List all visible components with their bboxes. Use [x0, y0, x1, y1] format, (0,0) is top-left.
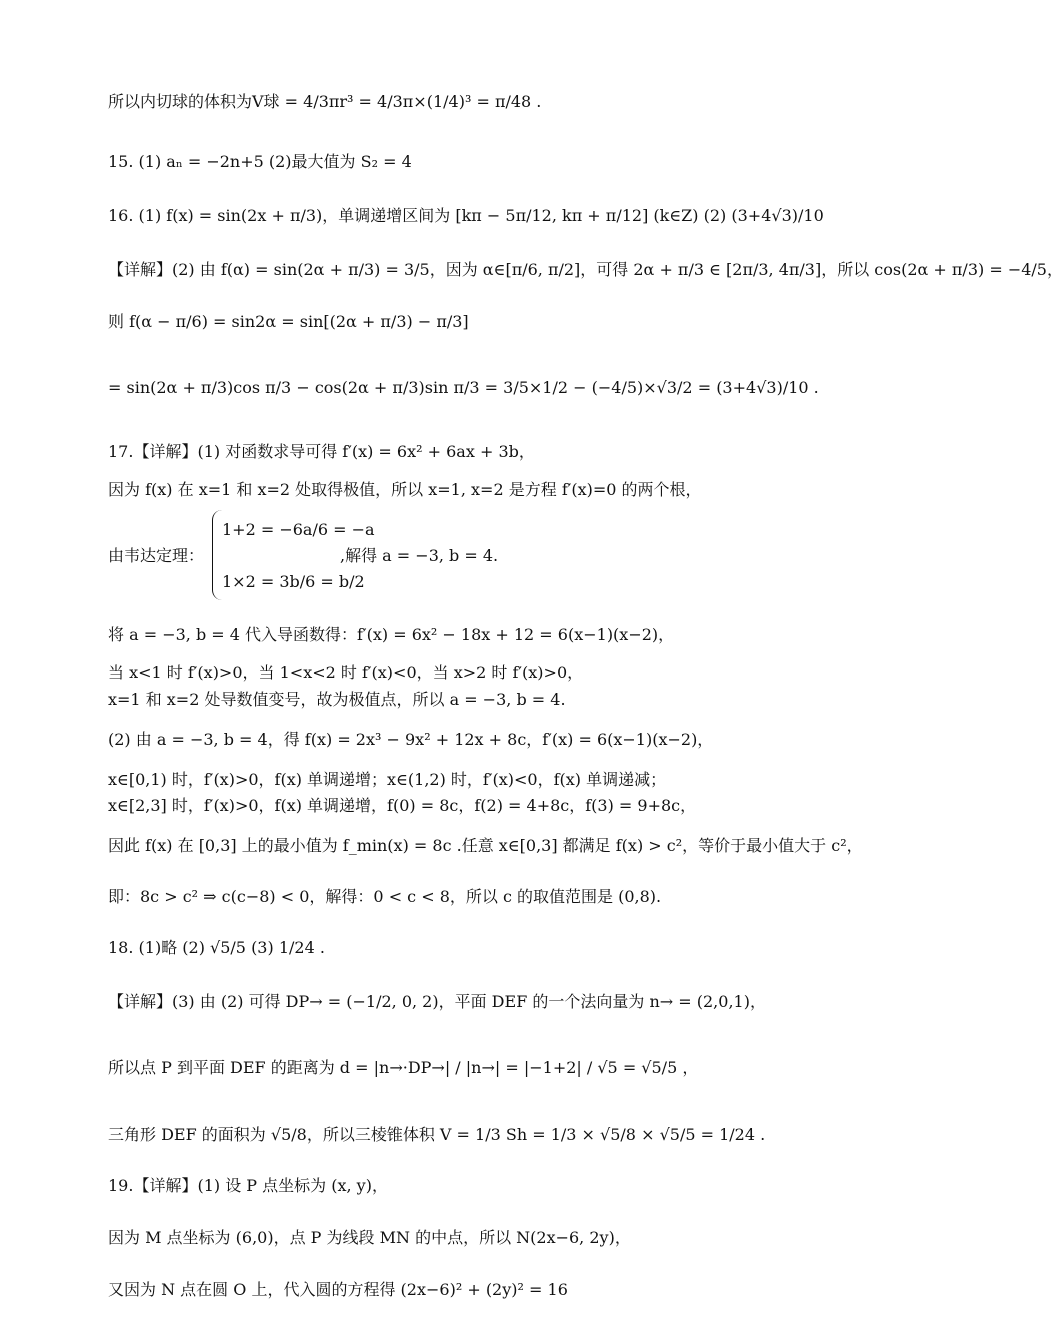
- text-line: x∈[0,1) 时，f′(x)>0，f(x) 单调递增；x∈(1,2) 时，f′(x)<0，f(x) 单调递减；: [108, 770, 667, 789]
- text-line: 因为 f(x) 在 x=1 和 x=2 处取得极值，所以 x=1, x=2 是方程 f′(x)=0 的两个根，: [108, 480, 702, 499]
- text-line: 因此 f(x) 在 [0,3] 上的最小值为 f_min(x) = 8c .任意 x∈[0,3] 都满足 f(x) > c²，等价于最小值大于 c²，: [108, 836, 863, 855]
- text-line: ,解得 a = −3, b = 4.: [340, 546, 499, 565]
- text-line: 将 a = −3, b = 4 代入导函数得：f′(x) = 6x² − 18x + 12 = 6(x−1)(x−2)，: [108, 625, 675, 644]
- text-line: x∈[2,3] 时，f′(x)>0，f(x) 单调递增，f(0) = 8c，f(2) = 4+8c，f(3) = 9+8c，: [108, 796, 697, 815]
- equation-line: 1×2 = 3b/6 = b/2: [222, 572, 365, 591]
- text-line: 17.【详解】(1) 对函数求导可得 f′(x) = 6x² + 6ax + 3b，: [108, 442, 535, 461]
- text-line: 18. (1)略 (2) √5/5 (3) 1/24 .: [108, 938, 325, 957]
- text-line: 因为 M 点坐标为 (6,0)，点 P 为线段 MN 的中点，所以 N(2x−6, 2y)，: [108, 1228, 631, 1247]
- text-line: x=1 和 x=2 处导数值变号，故为极值点，所以 a = −3, b = 4.: [108, 690, 566, 709]
- text-line: 则 f(α − π/6) = sin2α = sin[(2α + π/3) − π/3]: [108, 312, 469, 331]
- text-line: 【详解】(2) 由 f(α) = sin(2α + π/3) = 3/5，因为 α∈[π/6, π/2]，可得 2α + π/3 ∈ [2π/3, 4π/3]，所以 cos(2α + π/3) = −4/5，: [108, 260, 1063, 279]
- text-line: 当 x<1 时 f′(x)>0，当 1<x<2 时 f′(x)<0，当 x>2 时 f′(x)>0，: [108, 663, 584, 682]
- text-line: 由韦达定理：: [108, 546, 205, 565]
- text-line: 又因为 N 点在圆 O 上，代入圆的方程得 (2x−6)² + (2y)² = 16: [108, 1280, 568, 1299]
- text-line: 15. (1) aₙ = −2n+5 (2)最大值为 S₂ = 4: [108, 152, 412, 171]
- equation-line: 1+2 = −6a/6 = −a: [222, 520, 375, 539]
- text-line: 所以点 P 到平面 DEF 的距离为 d = |n→·DP→| / |n→| = |−1+2| / √5 = √5/5 ，: [108, 1058, 699, 1077]
- text-line: (2) 由 a = −3, b = 4，得 f(x) = 2x³ − 9x² + 12x + 8c，f′(x) = 6(x−1)(x−2)，: [108, 730, 714, 749]
- text-line: 所以内切球的体积为V球 = 4/3πr³ = 4/3π×(1/4)³ = π/48 .: [108, 92, 542, 111]
- text-line: 即：8c > c² ⇒ c(c−8) < 0，解得：0 < c < 8，所以 c 的取值范围是 (0,8).: [108, 887, 662, 906]
- text-line: 16. (1) f(x) = sin(2x + π/3)，单调递增区间为 [kπ − 5π/12, kπ + π/12] (k∈Z) (2) (3+4√3)/10: [108, 206, 824, 225]
- text-line: 19.【详解】(1) 设 P 点坐标为 (x, y)，: [108, 1176, 388, 1195]
- text-line: 三角形 DEF 的面积为 √5/8，所以三棱锥体积 V = 1/3 Sh = 1/3 × √5/8 × √5/5 = 1/24 .: [108, 1125, 766, 1144]
- text-line: = sin(2α + π/3)cos π/3 − cos(2α + π/3)sin π/3 = 3/5×1/2 − (−4/5)×√3/2 = (3+4√3)/10 .: [108, 378, 819, 397]
- text-line: 【详解】(3) 由 (2) 可得 DP→ = (−1/2, 0, 2)，平面 DEF 的一个法向量为 n→ = (2,0,1)，: [108, 992, 766, 1011]
